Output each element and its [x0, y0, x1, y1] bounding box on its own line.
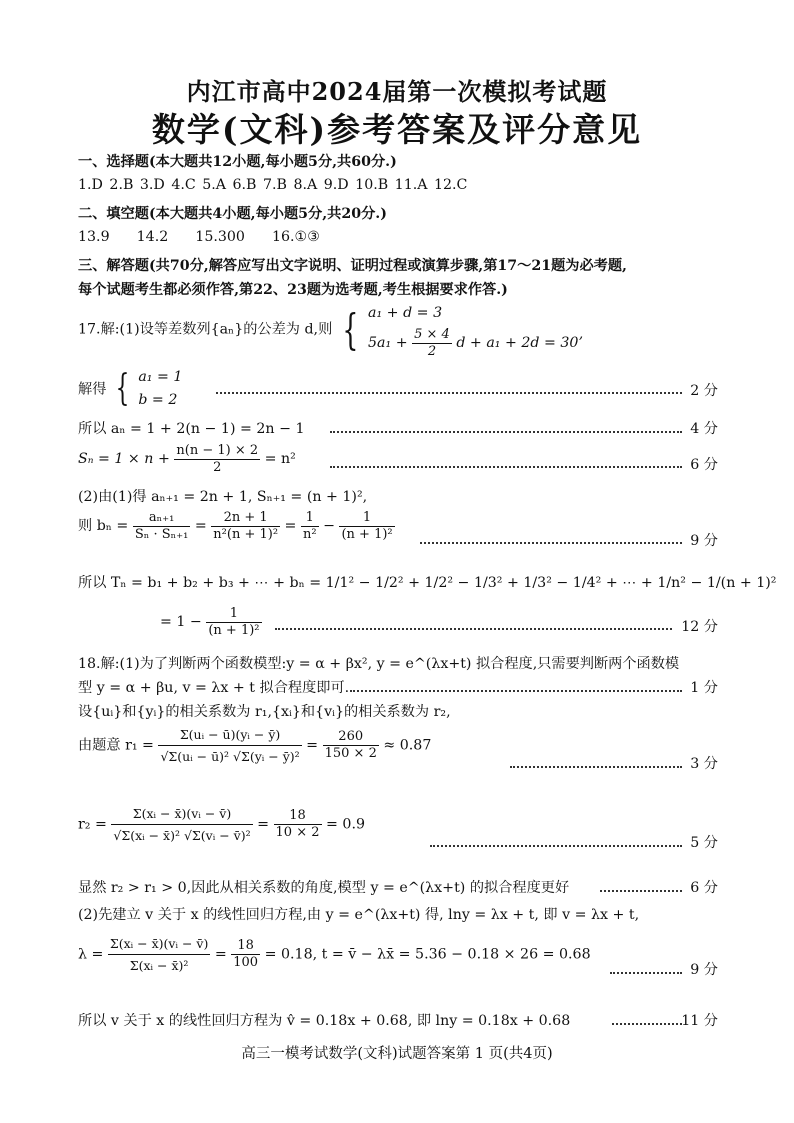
dot-leader	[330, 431, 682, 433]
score-2: 2 分	[690, 383, 718, 399]
q18-line10: 所以 v 关于 x 的线性回归方程为 v̂ = 0.18x + 0.68, 即 lny = 0.18x + 0.68	[78, 1013, 571, 1029]
page-footer: 高三一模考试数学(文科)试题答案第 1 页(共4页)	[241, 1046, 553, 1062]
section1-heading: 一、选择题(本大题共12小题,每小题5分,共60分.)	[78, 154, 397, 170]
q17-sn: Sₙ = 1 × n + $\frac{n(n - 1) \times 2}{2}$ = n²	[78, 443, 296, 475]
score-4: 4 分	[690, 421, 718, 437]
answer-key-title: 数学(文科)参考答案及评分意见	[151, 110, 643, 149]
fraction: $\frac{2n + 1}{\text{n²(n + 1)²}}$	[213, 510, 279, 542]
section2-heading: 二、填空题(本大题共4小题,每小题5分,共20分.)	[78, 206, 387, 222]
dot-leader	[612, 1023, 682, 1025]
fraction: $\frac{n(n - 1) \times 2}{2}$	[176, 443, 259, 475]
section2-answers: 13.9 14.2 15.300 16.①③	[78, 229, 320, 245]
q18-line1: 18.解:(1)为了判断两个函数模型:y = α + βx², y = e^(λx+t) 拟合程度,只需要判断两个函数模	[78, 656, 680, 672]
q17-tn: 所以 Tₙ = b₁ + b₂ + b₃ + ⋯ + bₙ = 1/1² − 1/2² + 1/2² − 1/3² + 1/3² − 1/4² + ⋯ + 1/n² − 1/(n + 1)²	[78, 575, 777, 591]
score-1: 1 分	[690, 680, 718, 696]
brace-icon: {	[342, 304, 359, 354]
exam-title: 内江市高中2024届第一次模拟考试题	[186, 77, 608, 106]
q17-solution: 解得 { a₁ = 1 b = 2	[78, 367, 183, 409]
score-3: 3 分	[690, 756, 718, 772]
q17-setup: 17.解:(1)设等差数列{aₙ}的公差为 d,则 { a₁ + d = 3 5a₁ + $\frac{5 \times 4}{2}$ d + a₁ + 2d = 30’	[78, 300, 583, 359]
score-9b: 9 分	[690, 962, 718, 978]
fraction: $\frac{18}{100}$	[233, 938, 259, 970]
fraction: $\frac{1}{\text{n²}}$	[302, 510, 317, 542]
score-6: 6 分	[690, 457, 718, 473]
q17-tn-result: = 1 − $\frac{1}{\text{(n + 1)²}}$	[160, 606, 260, 638]
fraction: $\frac{\text{Σ(uᵢ − ū)(yᵢ − ȳ)}}{\text{√Σ(uᵢ − ū)² √Σ(yᵢ − ȳ)²}}$	[160, 727, 300, 764]
score-6b: 6 分	[690, 880, 718, 896]
q18-r1: 由题意 r₁ = $\frac{\text{Σ(uᵢ − ū)(yᵢ − ȳ)}}{\text{√Σ(uᵢ − ū)² √Σ(yᵢ − ȳ)²}}$ = $\frac{260}{150 \times 2}$ ≈ 0.87	[78, 727, 432, 764]
fraction: $\frac{\text{Σ(xᵢ − x̄)(vᵢ − v̄)}}{\text{√Σ(xᵢ − x̄)² √Σ(vᵢ − v̄)²}}$	[113, 806, 251, 843]
dot-leader	[275, 628, 672, 630]
fraction: $\frac{\text{aₙ₊₁}}{\text{Sₙ · Sₙ₊₁}}$	[134, 510, 189, 542]
brace-icon: {	[115, 367, 130, 409]
score-11: 11 分	[681, 1013, 718, 1029]
fraction: $\frac{\text{Σ(xᵢ − x̄)(vᵢ − v̄)}}{\text{Σ(xᵢ − x̄)²}}$	[109, 936, 209, 973]
dot-leader	[610, 972, 682, 974]
score-5: 5 分	[690, 835, 718, 851]
q17-an: 所以 aₙ = 1 + 2(n − 1) = 2n − 1	[78, 421, 305, 437]
q17-bn: 则 bₙ = $\frac{\text{aₙ₊₁}}{\text{Sₙ · Sₙ₊₁}}$ = $\frac{2n + 1}{\text{n²(n + 1)²}}$ = $\frac{1}{\text{n²}}$ − $\frac{1}{\text{(n + 1)²}}$	[78, 510, 393, 542]
dot-leader	[330, 466, 682, 468]
q18-line7: (2)先建立 v 关于 x 的线性回归方程,由 y = e^(λx+t) 得, lny = λx + t, 即 v = λx + t,	[78, 907, 640, 923]
score-9: 9 分	[690, 533, 718, 549]
dot-leader	[350, 690, 682, 692]
dot-leader	[510, 766, 682, 768]
q18-line2: 型 y = α + βu, v = λx + t 拟合程度即可.	[78, 680, 350, 696]
dot-leader	[600, 890, 682, 892]
q18-r2: r₂ = $\frac{\text{Σ(xᵢ − x̄)(vᵢ − v̄)}}{\text{√Σ(xᵢ − x̄)² √Σ(vᵢ − v̄)²}}$ = $\frac{18}{10 \times 2}$ = 0.9	[78, 806, 365, 843]
fraction: $\frac{1}{\text{(n + 1)²}}$	[341, 510, 393, 542]
section3-heading-line1: 三、解答题(共70分,解答应写出文字说明、证明过程或演算步骤,第17～21题为必考题,	[78, 258, 627, 274]
dot-leader	[216, 392, 682, 394]
section1-answers: 1.D 2.B 3.D 4.C 5.A 6.B 7.B 8.A 9.D 10.B 11.A 12.C	[78, 177, 468, 193]
fraction: $\frac{18}{10 \times 2}$	[275, 808, 320, 840]
dot-leader	[420, 542, 682, 544]
section3-heading-line2: 每个试题考生都必须作答,第22、23题为选考题,考生根据要求作答.)	[78, 282, 508, 298]
fraction: $\frac{260}{150 \times 2}$	[324, 729, 377, 761]
q18-line3: 设{uᵢ}和{yᵢ}的相关系数为 r₁,{xᵢ}和{vᵢ}的相关系数为 r₂,	[78, 704, 451, 720]
fraction: $\frac{5 \times 4}{2}$	[414, 326, 450, 359]
q17-part2: (2)由(1)得 aₙ₊₁ = 2n + 1, Sₙ₊₁ = (n + 1)²,	[78, 489, 368, 505]
q18-line6: 显然 r₂ > r₁ > 0,因此从相关系数的角度,模型 y = e^(λx+t) 的拟合程度更好	[78, 880, 570, 896]
score-12: 12 分	[681, 619, 718, 635]
fraction: $\frac{1}{\text{(n + 1)²}}$	[208, 606, 260, 638]
dot-leader	[430, 845, 682, 847]
q18-lambda: λ = $\frac{\text{Σ(xᵢ − x̄)(vᵢ − v̄)}}{\text{Σ(xᵢ − x̄)²}}$ = $\frac{18}{100}$ = 0.18, t = v̄ − λx̄ = 5.36 − 0.18 × 26 = 0.68	[78, 936, 591, 973]
q17-system: a₁ + d = 3 5a₁ + $\frac{5 \times 4}{2}$ d + a₁ + 2d = 30’	[368, 305, 583, 359]
